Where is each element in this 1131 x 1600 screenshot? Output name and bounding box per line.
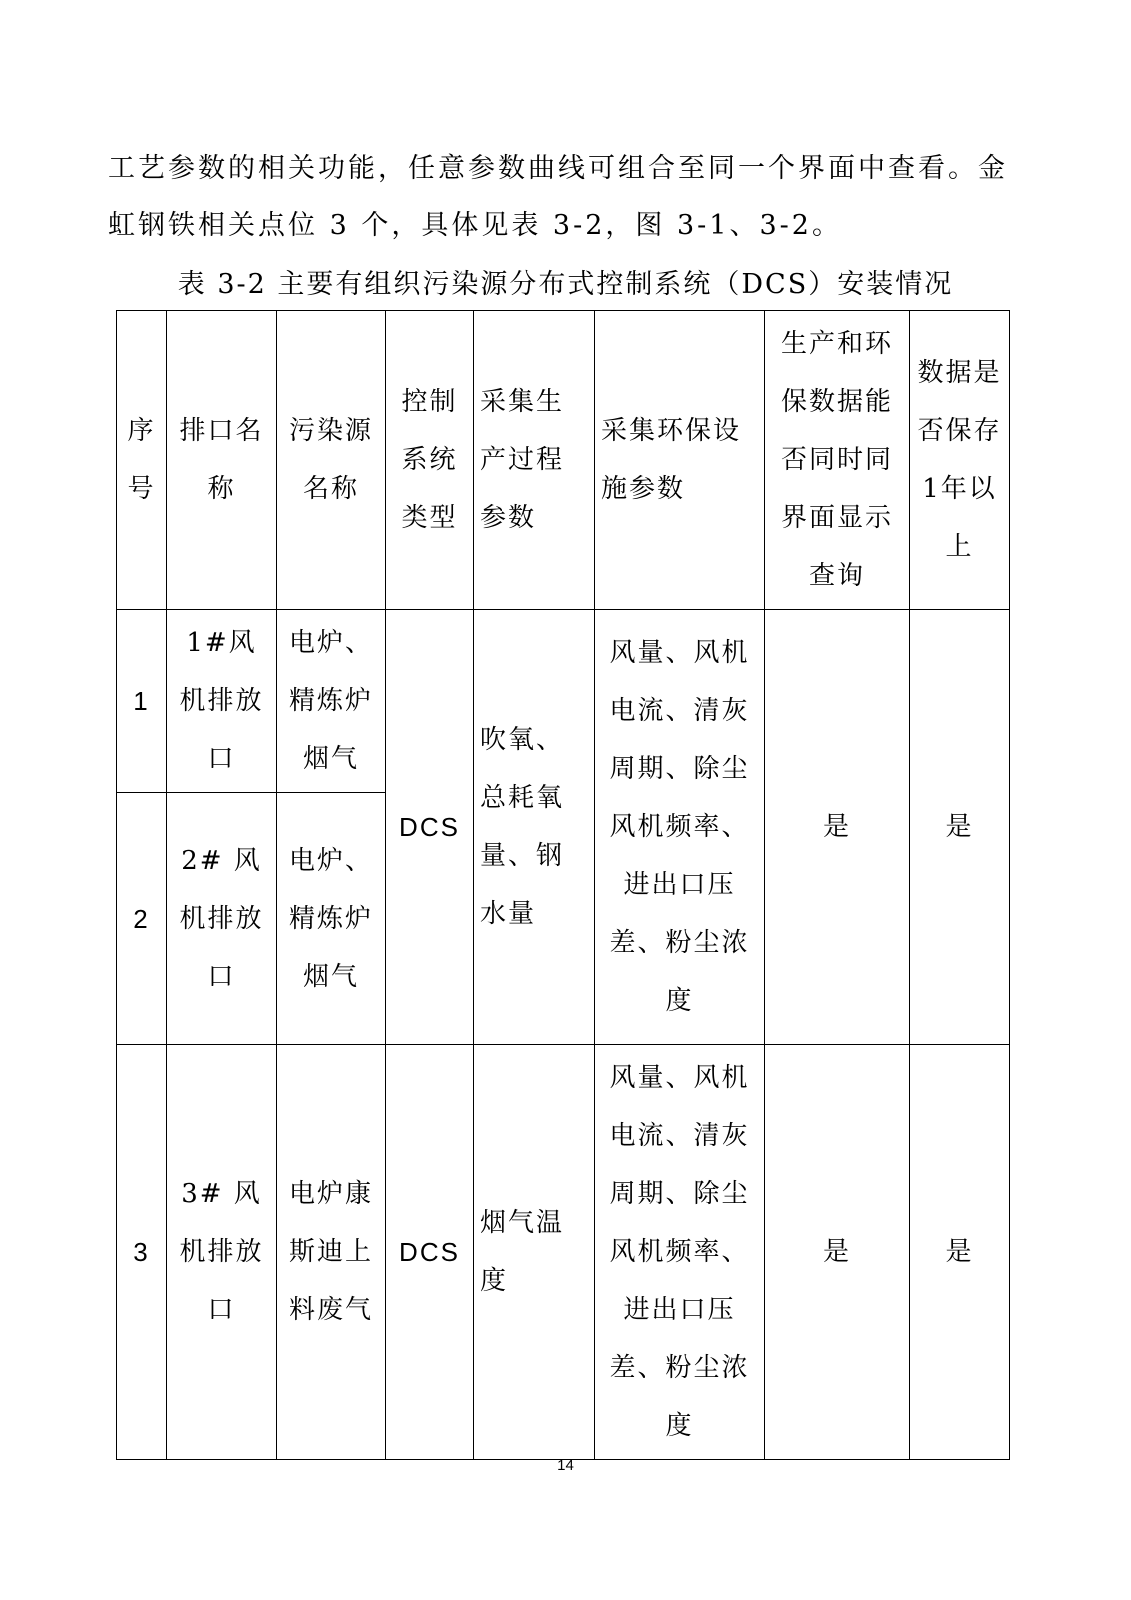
- row-source-name: 电炉、精炼炉烟气: [277, 610, 386, 793]
- group1-env-params: 风量、风机电流、清灰周期、除尘风机频率、进出口压差、粉尘浓度: [595, 610, 765, 1045]
- header-same-screen: 生产和环保数据能否同时同界面显示查询: [765, 311, 910, 610]
- row-outlet-name: 3# 风机排放口: [167, 1045, 277, 1460]
- row-source-name: 电炉、精炼炉烟气: [277, 793, 386, 1045]
- group2-retention: 是: [910, 1045, 1010, 1460]
- page-number: 14: [557, 1457, 574, 1474]
- group1-production-params: 吹氧、总耗氧量、钢水量: [474, 610, 595, 1045]
- header-outlet-name: 排口名称: [167, 311, 277, 610]
- header-seq: 序号: [117, 311, 167, 610]
- header-production-params: 采集生产过程参数: [474, 311, 595, 610]
- table-header-row: [117, 311, 1010, 610]
- table-row: [117, 1045, 1010, 1460]
- group2-same-screen: 是: [765, 1045, 910, 1460]
- table-caption: 表 3-2 主要有组织污染源分布式控制系统（DCS）安装情况: [177, 269, 954, 300]
- header-source-name: 污染源名称: [277, 311, 386, 610]
- paragraph-line-1: 工艺参数的相关功能，任意参数曲线可组合至同一个界面中查看。金: [108, 153, 1008, 184]
- group2-production-params: 烟气温度: [474, 1045, 595, 1460]
- group1-retention: 是: [910, 610, 1010, 1045]
- group1-control-type: DCS: [386, 610, 474, 1045]
- paragraph-line-2: 虹钢铁相关点位 3 个，具体见表 3-2，图 3-1、3-2。: [108, 210, 842, 241]
- header-retention: 数据是否保存1年以上: [910, 311, 1010, 610]
- row-seq: 2: [117, 793, 167, 1045]
- dcs-installation-table: [116, 310, 1010, 1460]
- group2-env-params: 风量、风机电流、清灰周期、除尘风机频率、进出口压差、粉尘浓度: [595, 1045, 765, 1460]
- group2-control-type: DCS: [386, 1045, 474, 1460]
- table-row: [117, 610, 1010, 793]
- row-seq: 3: [117, 1045, 167, 1460]
- row-outlet-name: 1#风机排放口: [167, 610, 277, 793]
- row-seq: 1: [117, 610, 167, 793]
- row-source-name: 电炉康斯迪上料废气: [277, 1045, 386, 1460]
- group1-same-screen: 是: [765, 610, 910, 1045]
- header-control-type: 控制系统类型: [386, 311, 474, 610]
- row-outlet-name: 2# 风机排放口: [167, 793, 277, 1045]
- header-env-params: 采集环保设施参数: [595, 311, 765, 610]
